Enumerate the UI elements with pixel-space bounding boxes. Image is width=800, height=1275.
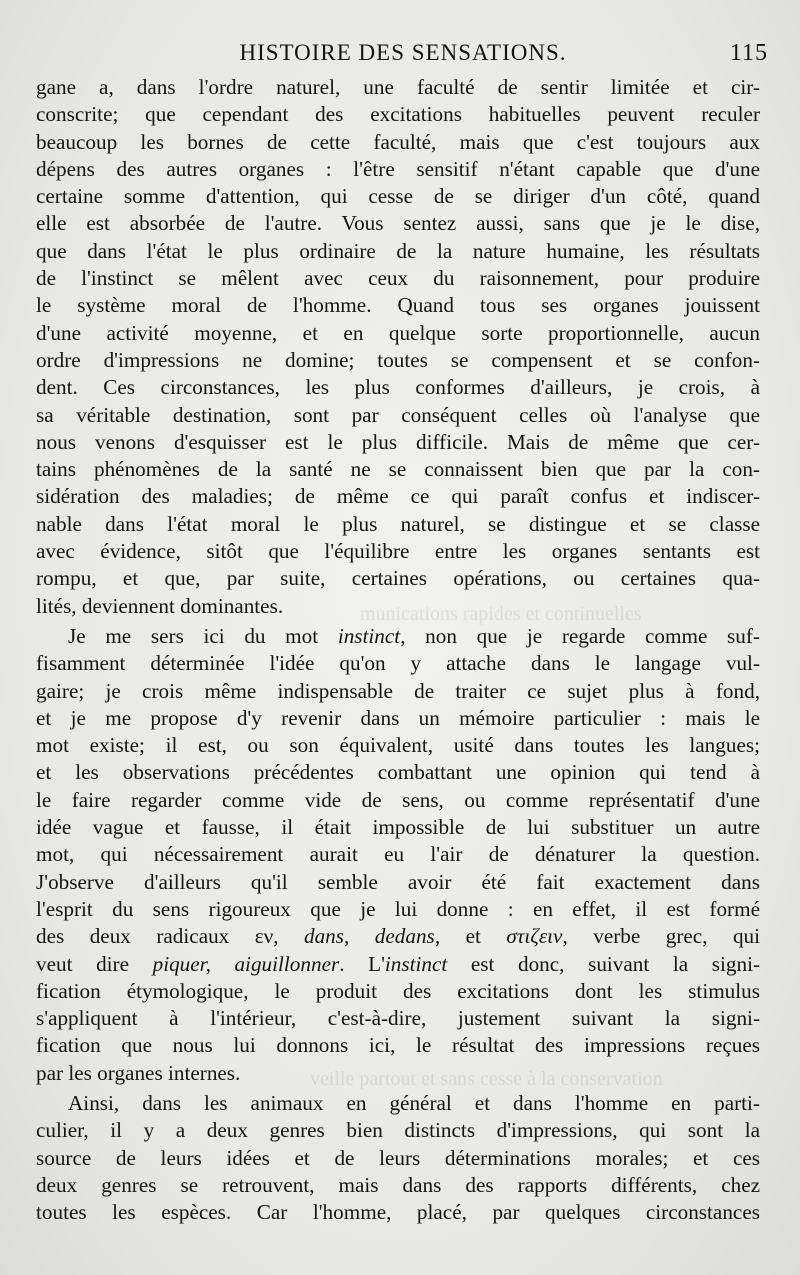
text-line: s'appliquent à l'intérieur, c'est-à-dire, justement suivant la signi- xyxy=(36,1006,760,1031)
text-line: deux genres se retrouvent, mais dans des rapports différents, chez xyxy=(36,1172,760,1197)
text-line: avec évidence, sitôt que l'équilibre entre les organes sentants est xyxy=(36,539,760,564)
text-line: par les organes internes. xyxy=(36,1060,241,1085)
body-text xyxy=(36,74,760,1226)
text-line: et les observations précédentes combattant une opinion qui tend à xyxy=(36,760,760,785)
text-line: idée vague et fausse, il était impossible de lui substituer un autre xyxy=(36,815,760,840)
text-line: de l'instinct se mêlent avec ceux du raisonnement, pour produire xyxy=(36,266,760,291)
text-line: nable dans l'état moral le plus naturel, se distingue et se classe xyxy=(36,511,760,536)
text-line: veut dire piquer, aiguillonner. L'instinct est donc, suivant la signi- xyxy=(36,951,760,976)
running-head xyxy=(38,36,768,70)
text-line: certaine somme d'attention, qui cesse de se diriger d'un côté, quand xyxy=(36,184,760,209)
text-line: Ainsi, dans les animaux en général et dans l'homme en parti- xyxy=(68,1090,760,1115)
show-through-text: munications rapides et continuelles xyxy=(360,603,642,625)
text-line: mot, qui nécessairement aurait eu l'air de dénaturer la question. xyxy=(36,842,760,867)
text-line: culier, il y a deux genres bien distincts d'impressions, qui sont la xyxy=(36,1118,760,1143)
text-line: dépens des autres organes : l'être sensitif n'étant capable que d'une xyxy=(36,156,760,181)
text-line: et je me propose d'y revenir dans un mémoire particulier : mais le xyxy=(36,705,760,730)
running-title: HISTOIRE DES SENSATIONS. xyxy=(239,40,567,65)
page-number: 115 xyxy=(729,40,768,66)
text-line: le faire regarder comme vide de sens, ou comme représentatif d'une xyxy=(36,787,760,812)
text-line: elle est absorbée de l'autre. Vous sentez aussi, sans que je le dise, xyxy=(36,211,760,236)
text-line: sa véritable destination, sont par conséquent celles où l'analyse que xyxy=(36,402,760,427)
text-line: sidération des maladies; de même ce qui paraît confus et indiscer- xyxy=(36,484,760,509)
text-line: nous venons d'esquisser est le plus difficile. Mais de même que cer- xyxy=(36,429,760,454)
text-line: que dans l'état le plus ordinaire de la nature humaine, les résultats xyxy=(36,238,760,263)
text-line: rompu, et que, par suite, certaines opérations, ou certaines qua- xyxy=(36,566,760,591)
text-line: conscrite; que cependant des excitations habituelles peuvent reculer xyxy=(36,102,760,127)
text-line: fication que nous lui donnons ici, le résultat des impressions reçues xyxy=(36,1033,760,1058)
text-line: source de leurs idées et de leurs déterminations morales; et ces xyxy=(36,1145,760,1170)
text-line: tains phénomènes de la santé ne se connaissent bien que par la con- xyxy=(36,457,760,482)
show-through-text: veille partout et sans cesse à la conservation xyxy=(310,1068,663,1090)
text-line: mot existe; il est, ou son équivalent, usité dans toutes les langues; xyxy=(36,733,760,758)
text-line: J'observe d'ailleurs qu'il semble avoir été fait exactement dans xyxy=(36,869,760,894)
text-line: fisamment déterminée l'idée qu'on y attache dans le langage vul- xyxy=(36,651,760,676)
text-line: ordre d'impressions ne domine; toutes se compensent et se confon- xyxy=(36,347,760,372)
text-line: l'esprit du sens rigoureux que je lui donne : en effet, il est formé xyxy=(36,896,760,921)
text-line: Je me sers ici du mot instinct, non que je regarde comme suf- xyxy=(68,623,760,648)
text-line: gaire; je crois même indispensable de traiter ce sujet plus à fond, xyxy=(36,678,760,703)
text-line: dent. Ces circonstances, les plus conformes d'ailleurs, je crois, à xyxy=(36,375,760,400)
text-line: le système moral de l'homme. Quand tous ses organes jouissent xyxy=(36,293,760,318)
text-line: beaucoup les bornes de cette faculté, mais que c'est toujours aux xyxy=(36,129,760,154)
text-line: toutes les espèces. Car l'homme, placé, par quelques circonstances xyxy=(36,1200,760,1225)
text-line: lités, deviennent dominantes. xyxy=(36,593,284,618)
text-line: fication étymologique, le produit des excitations dont les stimulus xyxy=(36,978,760,1003)
text-line: d'une activité moyenne, et en quelque sorte proportionnelle, aucun xyxy=(36,320,760,345)
text-line: des deux radicaux εν, dans, dedans, et στιζειν, verbe grec, qui xyxy=(36,924,760,949)
text-line: gane a, dans l'ordre naturel, une faculté de sentir limitée et cir- xyxy=(36,75,760,99)
